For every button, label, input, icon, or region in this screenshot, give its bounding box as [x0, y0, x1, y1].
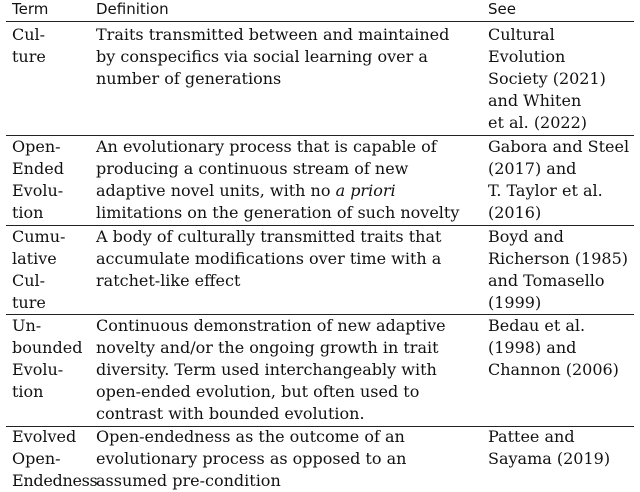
- definition-line: Continuous demonstration of new adaptive: [96, 316, 446, 335]
- reference-line: and Whiten: [488, 91, 582, 110]
- row-see-evolved-open-endedness: [488, 426, 610, 470]
- term-line: Cul-: [12, 271, 46, 290]
- reference-line: and Tomasello: [488, 271, 605, 290]
- row-definition-evolved-open-endedness: [96, 426, 406, 492]
- row-see-open-ended-evolution: [488, 136, 629, 224]
- reference-line: (1998) and: [488, 338, 577, 357]
- definition-italic-text: a priori: [335, 181, 396, 200]
- definition-line: [96, 180, 459, 202]
- reference-line: Pattee and: [488, 427, 575, 446]
- reference-line: Cultural: [488, 25, 555, 44]
- term-line: Evolved: [12, 427, 77, 446]
- reference-line: (2016): [488, 203, 542, 222]
- reference-line: Channon (2006): [488, 360, 619, 379]
- reference-line: Sayama (2019): [488, 449, 611, 468]
- row-definition-unbounded-evolution: [96, 315, 446, 425]
- definition-line: diversity. Term used interchangeably with: [96, 360, 437, 379]
- definition-line: Traits transmitted between and maintained: [96, 25, 450, 44]
- term-line: Evolu-: [12, 181, 64, 200]
- row-see-unbounded-evolution: [488, 315, 619, 381]
- row-term-cumulative-culture: [12, 226, 65, 314]
- row-definition-open-ended-evolution: [96, 136, 459, 224]
- row-term-culture: [12, 24, 46, 68]
- reference-line: et al. (2022): [488, 113, 588, 132]
- row-term-evolved-open-endedness: [12, 426, 97, 492]
- row-definition-cumulative-culture: [96, 226, 441, 292]
- row-definition-culture: [96, 24, 449, 90]
- header-definition: Definition: [96, 0, 169, 18]
- reference-line: Evolution: [488, 47, 566, 66]
- term-line: Un-: [12, 316, 42, 335]
- term-line: Cumu-: [12, 227, 66, 246]
- term-line: Cul-: [12, 25, 46, 44]
- definition-line: ratchet-like effect: [96, 271, 241, 290]
- reference-line: Bedau et al.: [488, 316, 586, 335]
- term-line: tion: [12, 203, 44, 222]
- term-line: Evolu-: [12, 360, 64, 379]
- row-see-cumulative-culture: [488, 226, 628, 314]
- header-term: Term: [12, 0, 49, 18]
- definition-line: novelty and/or the ongoing growth in trait: [96, 338, 439, 357]
- reference-line: (1999): [488, 293, 542, 312]
- reference-line: T. Taylor et al.: [488, 181, 603, 200]
- definition-line: A body of culturally transmitted traits that: [96, 227, 442, 246]
- reference-line: Society (2021): [488, 69, 606, 88]
- row-term-open-ended-evolution: [12, 136, 64, 224]
- definition-text: adaptive novel units, with no: [96, 181, 331, 200]
- term-line: ture: [12, 47, 46, 66]
- term-line: Open-: [12, 137, 61, 156]
- row-see-culture: [488, 24, 606, 134]
- header-see: See: [488, 0, 516, 18]
- definition-line: accumulate modifications over time with a: [96, 249, 442, 268]
- definition-line: by conspecifics via social learning over a: [96, 47, 428, 66]
- definition-line: contrast with bounded evolution.: [96, 404, 365, 423]
- definition-line: limitations on the generation of such novelty: [96, 203, 460, 222]
- definition-line: An evolutionary process that is capable of: [96, 137, 437, 156]
- definition-line: open-ended evolution, but often used to: [96, 382, 420, 401]
- term-line: ture: [12, 293, 46, 312]
- definition-line: assumed pre-condition: [96, 471, 281, 490]
- reference-line: Gabora and Steel: [488, 137, 630, 156]
- definition-line: Open-endedness as the outcome of an: [96, 427, 405, 446]
- term-line: Endedness: [12, 471, 98, 490]
- term-line: Ended: [12, 159, 64, 178]
- term-line: Open-: [12, 449, 61, 468]
- definition-line: producing a continuous stream of new: [96, 159, 409, 178]
- definition-line: number of generations: [96, 69, 282, 88]
- term-line: bounded: [12, 338, 83, 357]
- reference-line: Richerson (1985): [488, 249, 628, 268]
- row-term-unbounded-evolution: [12, 315, 82, 403]
- header-rule: [6, 21, 634, 22]
- reference-line: Boyd and: [488, 227, 564, 246]
- reference-line: (2017) and: [488, 159, 577, 178]
- term-line: lative: [12, 249, 57, 268]
- definition-line: evolutionary process as opposed to an: [96, 449, 407, 468]
- term-line: tion: [12, 382, 44, 401]
